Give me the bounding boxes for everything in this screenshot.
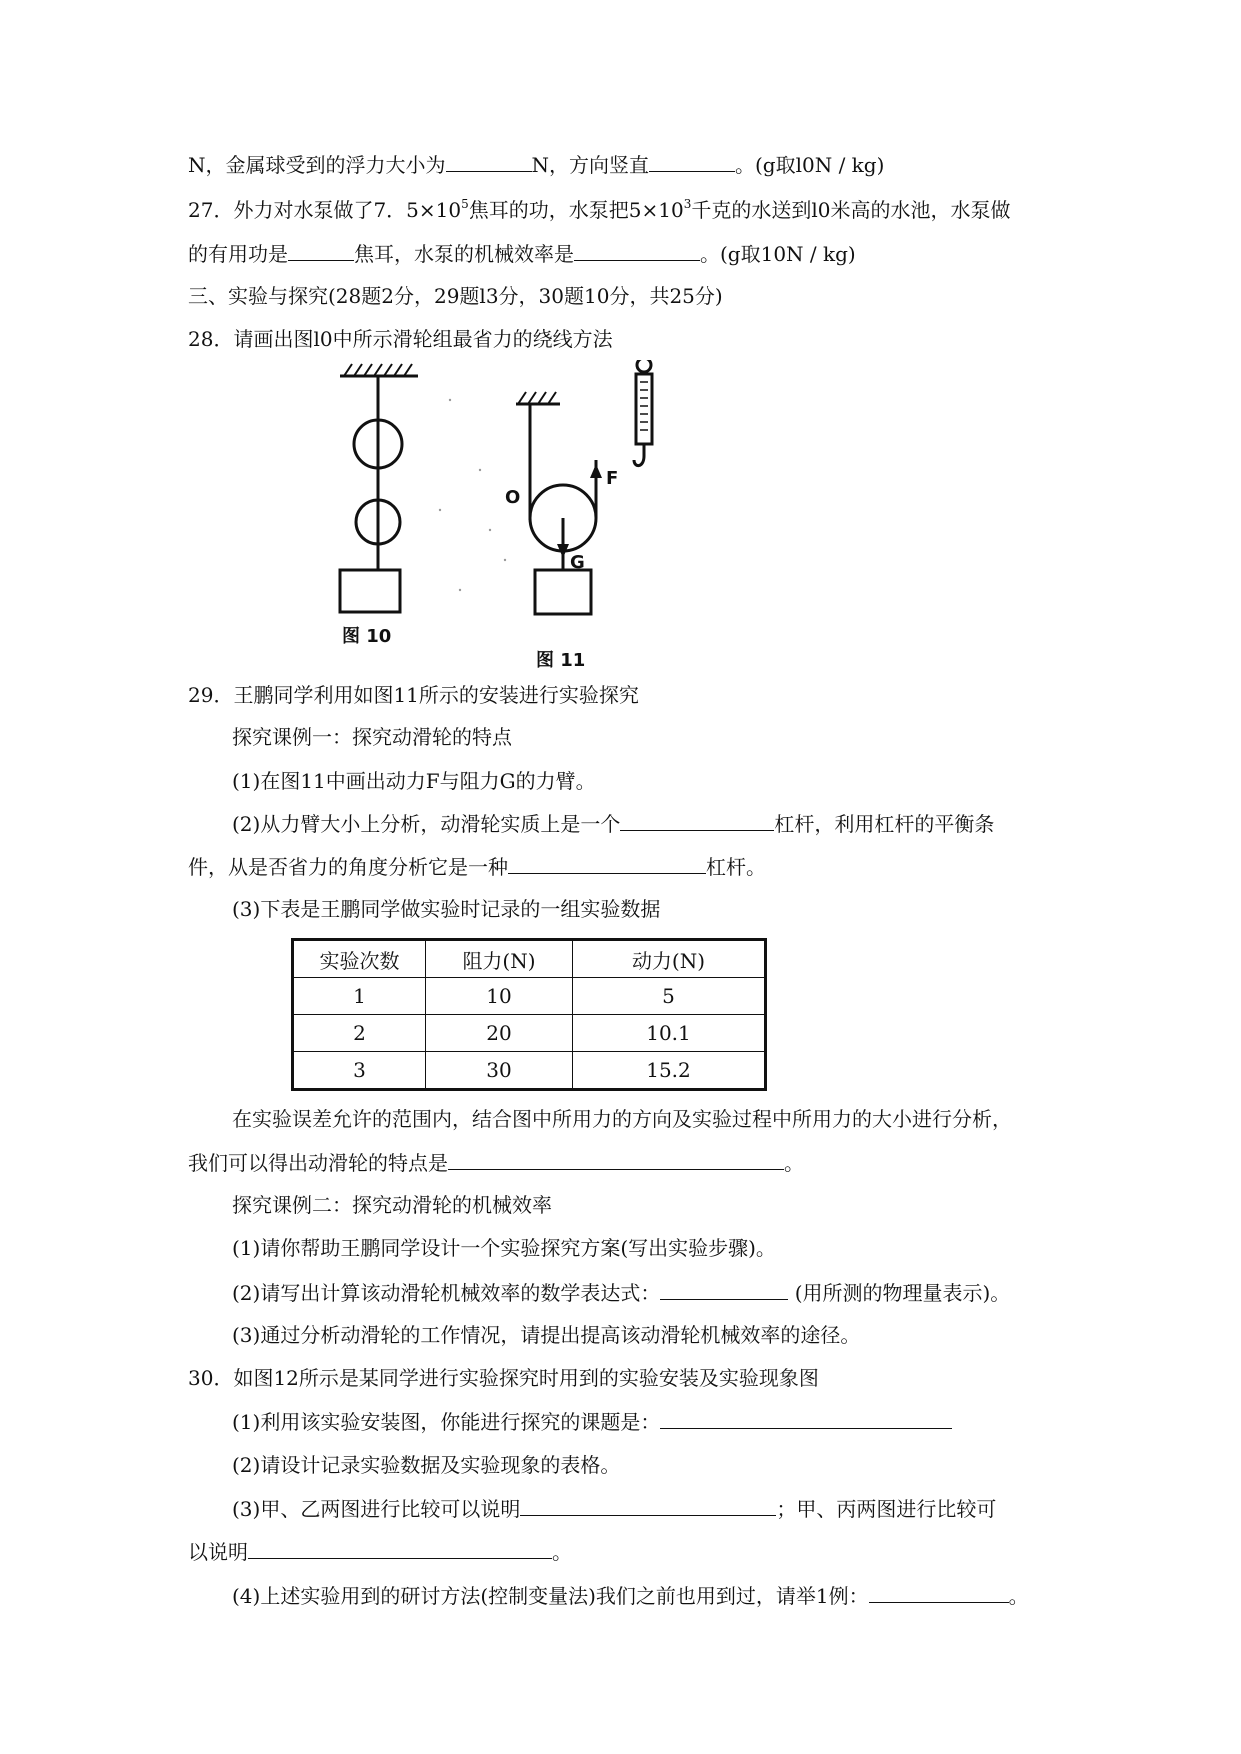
table-header: 动力(N) <box>573 940 766 978</box>
table-cell: 30 <box>426 1052 573 1090</box>
q26-line: N，金属球受到的浮力大小为 N，方向竖直 。(g取l0N / kg) <box>188 153 885 177</box>
spring-scale-ring <box>637 360 651 372</box>
table-cell: 15.2 <box>573 1052 766 1090</box>
answer-blank[interactable] <box>574 240 700 261</box>
q29-part2-cont: 件，从是否省力的角度分析它是一种 杠杆。 <box>188 855 766 879</box>
answer-blank[interactable] <box>448 1149 784 1170</box>
force-f-arrow <box>590 464 602 478</box>
answer-blank[interactable] <box>869 1582 1009 1603</box>
label-f: F <box>606 468 619 489</box>
answer-blank[interactable] <box>649 151 735 172</box>
q27-line-2: 的有用功是 焦耳，水泵的机械效率是 。(g取10N / kg) <box>188 242 856 266</box>
answer-blank[interactable] <box>508 853 706 874</box>
table-header: 实验次数 <box>293 940 426 978</box>
pulley-figures <box>330 360 710 670</box>
q29-case2: 探究课例二：探究动滑轮的机械效率 <box>232 1193 552 1217</box>
q30-stem: 30．如图12所示是某同学进行实验探究时用到的实验安装及实验现象图 <box>188 1366 819 1390</box>
q30-part2: (2)请设计记录实验数据及实验现象的表格。 <box>232 1453 621 1477</box>
q29-stem: 29．王鹏同学利用如图11所示的安装进行实验探究 <box>188 683 639 707</box>
table-row <box>293 1015 766 1052</box>
table-row <box>293 1052 766 1090</box>
q29-part2: (2)从力臂大小上分析，动滑轮实质上是一个 杠杆，利用杠杆的平衡条 <box>232 812 995 836</box>
table-cell: 20 <box>426 1015 573 1052</box>
figure-11-pulley-system <box>516 360 652 614</box>
q29-part1: (1)在图11中画出动力F与阻力G的力臂。 <box>232 769 596 793</box>
table-cell: 5 <box>573 978 766 1015</box>
q30-part3: (3)甲、乙两图进行比较可以说明 ；甲、丙两图进行比较可 <box>232 1497 997 1521</box>
answer-blank[interactable] <box>248 1538 552 1559</box>
table-cell: 1 <box>293 978 426 1015</box>
table-header: 阻力(N) <box>426 940 573 978</box>
scan-speckles <box>439 399 506 591</box>
q27-line-1: 27．外力对水泵做了7．$5\times 10^5$焦耳的功，水泵把$5\times 10^3$千克的水送到l0米高的水池，水泵做 <box>188 197 1011 222</box>
experiment-table <box>291 938 767 1091</box>
table-cell: 3 <box>293 1052 426 1090</box>
q29-part3: (3)下表是王鹏同学做实验时记录的一组实验数据 <box>232 897 661 921</box>
q30-part4: (4)上述实验用到的研讨方法(控制变量法)我们之前也用到过，请举1例： 。 <box>232 1584 1029 1608</box>
weight-block <box>340 570 400 612</box>
fig10-caption: 图 10 <box>342 626 392 647</box>
q28-stem: 28．请画出图l0中所示滑轮组最省力的绕线方法 <box>188 327 613 351</box>
weight-block-11 <box>535 570 591 614</box>
label-g: G <box>570 552 585 573</box>
section-heading: 三、实验与探究(28题2分，29题l3分，30题10分，共25分) <box>188 284 723 308</box>
answer-blank[interactable] <box>620 810 774 831</box>
table-header-row <box>293 940 766 978</box>
answer-blank[interactable] <box>446 151 532 172</box>
answer-blank[interactable] <box>660 1408 952 1429</box>
spring-scale <box>636 374 652 444</box>
table-row <box>293 978 766 1015</box>
figure-10-pulley-system <box>340 364 418 612</box>
table-cell: 10.1 <box>573 1015 766 1052</box>
q29-case2-part2: (2)请写出计算该动滑轮机械效率的数学表达式： (用所测的物理量表示)。 <box>232 1281 1011 1305</box>
q29-analysis-2: 我们可以得出动滑轮的特点是 。 <box>188 1151 804 1175</box>
label-o: O <box>505 487 521 508</box>
answer-blank[interactable] <box>520 1495 776 1516</box>
table-cell: 2 <box>293 1015 426 1052</box>
q29-case2-part1: (1)请你帮助王鹏同学设计一个实验探究方案(写出实验步骤)。 <box>232 1236 776 1260</box>
q29-analysis-1: 在实验误差允许的范围内，结合图中所用力的方向及实验过程中所用力的大小进行分析， <box>232 1107 1012 1131</box>
table-cell: 10 <box>426 978 573 1015</box>
answer-blank[interactable] <box>660 1279 788 1300</box>
q30-part3-cont: 以说明 。 <box>188 1540 572 1564</box>
fig11-caption: 图 11 <box>536 650 586 670</box>
q29-case1: 探究课例一：探究动滑轮的特点 <box>232 725 512 749</box>
q30-part1: (1)利用该实验安装图，你能进行探究的课题是： <box>232 1408 952 1435</box>
q29-case2-part3: (3)通过分析动滑轮的工作情况，请提出提高该动滑轮机械效率的途径。 <box>232 1323 861 1347</box>
answer-blank[interactable] <box>288 240 354 261</box>
